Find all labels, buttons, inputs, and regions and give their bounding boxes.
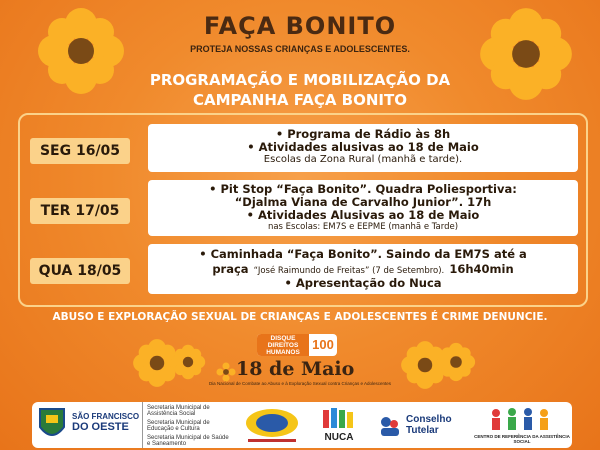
disque-label: DISQUE DIREITOS HUMANOS: [257, 334, 309, 356]
conselho-icon: [378, 414, 402, 438]
event-line: • Programa de Rádio às 8h: [275, 127, 451, 141]
secretariat-line: Secretaria Municipal de Saúde e Saneamento: [147, 435, 229, 447]
nuca-label: NUCA: [324, 432, 354, 443]
creas-people-icon: [482, 406, 562, 432]
event-line: • Caminhada “Faça Bonito”. Saindo da EM7S até a: [199, 247, 527, 261]
city-name: [72, 402, 140, 448]
event-box: [148, 124, 578, 172]
city-name-line: DO OESTE: [72, 421, 129, 433]
heading-line-2: CAMPANHA FAÇA BONITO: [193, 91, 407, 109]
maio-subtitle: Dia Nacional de Combate ao Abuso e à Exploração Sexual contra Crianças e Adolescentes: [208, 381, 392, 386]
day-label: TER 17/05: [30, 198, 130, 224]
creas-label: CENTRO DE REFERÊNCIA DA ASSISTÊNCIA SOCIAL: [474, 434, 570, 444]
campaign-subtitle: PROTEJA NOSSAS CRIANÇAS E ADOLESCENTES.: [190, 44, 410, 54]
campaign-title: FAÇA BONITO: [203, 12, 397, 40]
event-text: 16h40min: [449, 262, 514, 276]
event-line: • Pit Stop “Faça Bonito”. Quadra Poliesportiva:: [209, 182, 517, 196]
school-logo: [242, 402, 306, 448]
nuca-hands-icon: [319, 406, 359, 430]
city-crest-icon: [38, 405, 66, 445]
event-line: • Atividades Alusivas ao 18 de Maio: [246, 208, 480, 222]
city-logo: [38, 402, 68, 448]
flower-bottom-right2-icon: [436, 342, 476, 382]
secretariat-line: Secretaria Municipal de Educação e Cultura: [147, 420, 210, 432]
event-text: “José Raimundo de Freitas” (7 de Setembro).: [253, 266, 445, 276]
maio-flower-icon: [216, 362, 236, 382]
secretariats: [142, 402, 232, 448]
day-label: SEG 16/05: [30, 138, 130, 164]
nuca-logo: [314, 402, 364, 448]
day-label: QUA 18/05: [30, 258, 130, 284]
conselho-line: Conselho: [406, 414, 452, 425]
schedule-row-monday: [30, 124, 580, 174]
event-text: praça: [212, 262, 249, 276]
disque-number: 100: [312, 337, 334, 352]
conselho-line: Tutelar: [406, 425, 439, 436]
flower-bottom-left2-icon: [170, 344, 206, 380]
event-line: nas Escolas: EM7S e EEPME (manhã e Tarde): [267, 222, 459, 232]
schedule-row-tuesday: [30, 180, 580, 238]
event-line: [148, 261, 578, 277]
event-line: • Atividades alusivas ao 18 de Maio: [247, 140, 479, 154]
event-line: “Djalma Viana de Carvalho Junior”. 17h: [234, 195, 492, 209]
program-heading: [60, 70, 540, 110]
event-line: Escolas da Zona Rural (manhã e tarde).: [263, 154, 463, 165]
secretariat-line: Secretaria Municipal de Assistência Social: [147, 405, 210, 417]
conselho-logo: [378, 402, 468, 448]
schedule-row-wednesday: [30, 244, 580, 296]
disque-100-badge: [257, 334, 337, 356]
event-box: [148, 244, 578, 294]
warning-text: ABUSO E EXPLORAÇÃO SEXUAL DE CRIANÇAS E ADOLESCENTES É CRIME DENUNCIE.: [52, 311, 548, 323]
city-name-line: SÃO FRANCISCO: [72, 412, 140, 421]
event-box: [148, 180, 578, 236]
maio-title: 18 de Maio: [236, 358, 355, 380]
heading-line-1: PROGRAMAÇÃO E MOBILIZAÇÃO DA: [149, 71, 451, 89]
school-logo-icon: [242, 405, 302, 445]
sponsors-footer: [32, 402, 572, 448]
event-line: • Apresentação do Nuca: [284, 276, 442, 290]
creas-logo: [474, 402, 570, 448]
